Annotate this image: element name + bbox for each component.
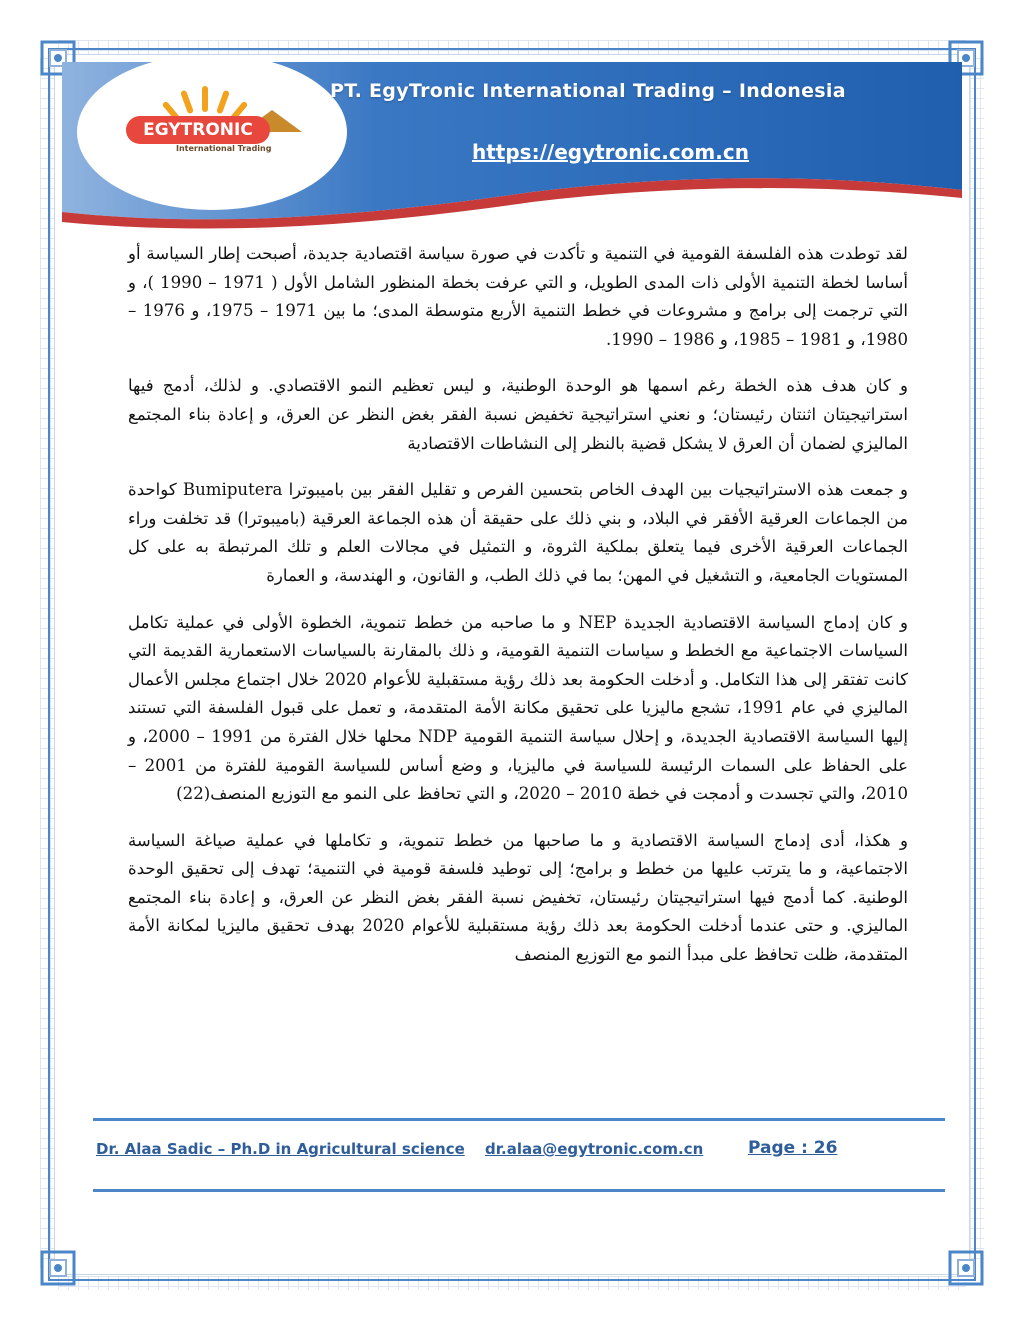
logo-wordmark: EGYTRONIC [126, 116, 270, 144]
paragraph: و هكذا، أدى إدماج السياسة الاقتصادية و ما صاحبها من خطط تنموية، و تكاملها في عملية صياغة السياسة الاجتماعية، و ما يترتب عليها من خطط و برامج؛ إلى توطيد فلسفة قومية في التنمية؛ تهدف إلى تحقيق الوحدة الوطنية. كما أدمج فيها استراتيجيتان رئيستان، تخفيض نسبة الفقر بغض النظر عن العرق، و إعادة بناء المجتمع الماليزي. و حتى عندما أدخلت الحكومة بعد ذلك رؤية مستقبلية للأعوام 2020 بهدف تحقيق ماليزيا لمكانة الأمة المتقدمة، ظلت تحافظ على مبدأ النمو مع التوزيع المنصف [128, 830, 908, 965]
footer-email[interactable]: dr.alaa@egytronic.com.cn [485, 1140, 704, 1158]
corner-ornament-bottom-left [38, 1248, 78, 1288]
paragraph: و كان إدماج السياسة الاقتصادية الجديدة NEP و ما صاحبه من خطط تنموية، الخطوة الأولى في عملية تكامل السياسات الاجتماعية مع الخطط و سياسات التنمية القومية، و ذلك بالمقارنة بالسياسات الاستعمارية القديمة التي كانت تفتقر إلى هذا التكامل. و أدخلت الحكومة بعد ذلك رؤية مستقبلية للأعوام 2020 خلال اجتماع مجلس الأعمال الماليزي في عام 1991، تشجع ماليزيا على تحقيق مكانة الأمة المتقدمة، و تعمل على قبول الفلسفة التي تستند إليها السياسة الاقتصادية الجديدة، و إحلال سياسة التنمية القومية NDP محلها خلال الفترة من 1991 – 2000، و على الحفاظ على السمات الرئيسة للسياسة في ماليزيا، و وضع أساس للسياسة القومية للفترة من 2001 – 2010، والتي تجسدت و أدمجت في خطة 2010 – 2020، و التي تحافظ على النمو مع التوزيع المنصف(22) [128, 612, 909, 804]
article-body [128, 240, 908, 988]
company-title: PT. EgyTronic International Trading – Indonesia [330, 80, 846, 102]
footer-divider-bottom [93, 1189, 945, 1192]
logo-tagline: International Trading [176, 144, 272, 153]
footer-author: Dr. Alaa Sadic – Ph.D in Agricultural science [96, 1140, 465, 1158]
paragraph: و كان هدف هذه الخطة رغم اسمها هو الوحدة الوطنية، و ليس تعظيم النمو الاقتصادي. و لذلك، أدمج فيها استراتيجيتان اثنتان رئيستان؛ و نعني استراتيجية تخفيض نسبة الفقر بغض النظر عن العرق، و إعادة بناء المجتمع الماليزي لضمان أن العرق لا يشكل قضية بالنظر إلى النشاطات الاقتصادية [128, 376, 908, 453]
paragraph: لقد توطدت هذه الفلسفة القومية في التنمية و تأكدت في صورة سياسة اقتصادية جديدة، أصبحت إطار السياسة أو أساسا لخطة التنمية الأولى ذات المدى الطويل، و التي عرفت بخطة المنظور الشامل الأول ( 1971 – 1990 )، و التي ترجمت إلى برامج و مشروعات في خطط التنمية الأربع متوسطة المدى؛ ما بين 1971 – 1975، و 1976 – 1980، و 1981 – 1985، و 1986 – 1990. [128, 244, 908, 349]
page-number: Page : 26 [748, 1138, 838, 1158]
corner-ornament-bottom-right [946, 1248, 986, 1288]
website-link[interactable]: https://egytronic.com.cn [472, 140, 749, 164]
footer-divider-top [93, 1118, 945, 1121]
paragraph: و جمعت هذه الاستراتيجيات بين الهدف الخاص بتحسين الفرص و تقليل الفقر بين باميبوترا Bumiputera كواحدة من الجماعات العرقية الأفقر في البلاد، و بني ذلك على حقيقة أن هذه الجماعة العرقية (باميبوترا) قد تخلفت وراء الجماعات العرقية الأخرى فيما يتعلق بملكية الثروة، و التمثيل في مجالات العلم و تلك المرتبطة به على كل المستويات الجامعية، و التشغيل في المهن؛ بما في ذلك الطب، و القانون، و الهندسة، و العمارة [128, 480, 908, 585]
